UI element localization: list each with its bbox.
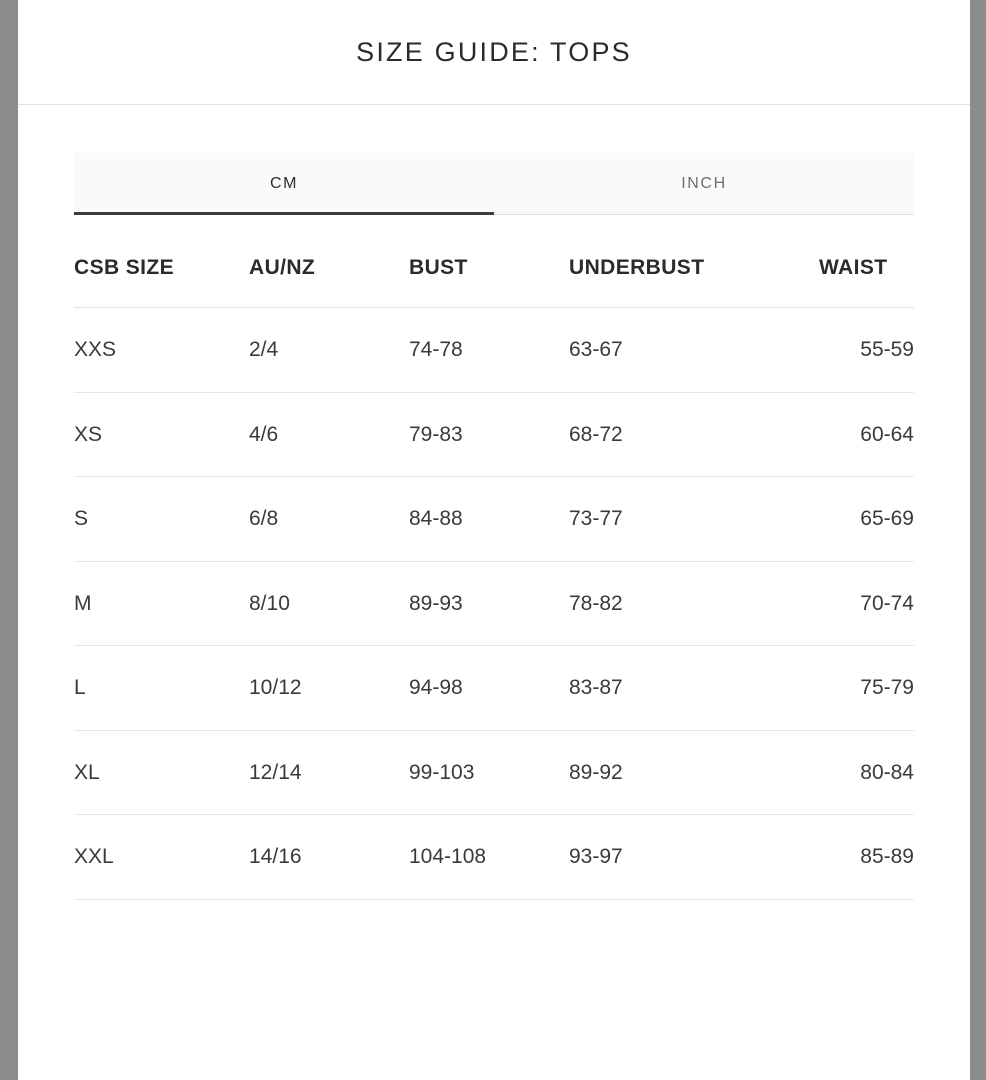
cell-bust: [409, 646, 569, 731]
table-row: [74, 561, 914, 646]
cell-size: L: [74, 676, 86, 700]
cell-size: XS: [74, 422, 103, 446]
column-header-bust: BUST: [409, 256, 468, 279]
cell-bust-value: 99-103: [409, 760, 475, 784]
table-row: [74, 646, 914, 731]
cell-bust-value: 104-108: [409, 845, 487, 869]
cell-size: XL: [74, 760, 100, 784]
table-row: [74, 308, 914, 393]
table-row: [74, 477, 914, 562]
cell-underbust: 68-72: [569, 422, 623, 446]
cell-bust: [409, 730, 569, 815]
size-chart-table: [74, 225, 914, 900]
modal-header: [18, 0, 970, 105]
page-title: SIZE GUIDE: TOPS: [356, 36, 632, 67]
cell-bust-value: 84-88: [409, 507, 463, 531]
cell-bust: [409, 392, 569, 477]
cell-waist: 70-74: [860, 591, 914, 615]
cell-size: S: [74, 507, 89, 531]
cell-underbust: 63-67: [569, 338, 623, 362]
table-body: [74, 308, 914, 900]
column-header-aunz: AU/NZ: [249, 256, 316, 279]
cell-aunz: 12/14: [249, 760, 302, 784]
cell-underbust: 89-92: [569, 760, 623, 784]
cell-aunz: 2/4: [249, 338, 279, 362]
cell-underbust: 83-87: [569, 676, 623, 700]
cell-bust: [409, 815, 569, 900]
cell-bust: [409, 308, 569, 393]
tab-cm[interactable]: CM: [74, 153, 494, 214]
table-header-row: [74, 225, 914, 308]
cell-bust-value: 89-93: [409, 591, 463, 615]
cell-bust-value: 94-98: [409, 676, 463, 700]
table-row: [74, 392, 914, 477]
cell-waist: 55-59: [860, 338, 914, 362]
cell-waist: 65-69: [860, 507, 914, 531]
cell-aunz: 14/16: [249, 845, 302, 869]
cell-aunz: 6/8: [249, 507, 279, 531]
column-header-underbust: UNDERBUST: [569, 256, 705, 279]
table-row: [74, 730, 914, 815]
cell-bust-value: 79-83: [409, 422, 463, 446]
unit-tabs: [74, 153, 914, 215]
cell-aunz: 10/12: [249, 676, 302, 700]
cell-bust-value: 74-78: [409, 338, 463, 362]
column-header-csb-size: CSB SIZE: [74, 256, 175, 279]
cell-underbust: 73-77: [569, 507, 623, 531]
cell-waist: 85-89: [860, 845, 914, 869]
cell-bust: [409, 561, 569, 646]
cell-waist: 80-84: [860, 760, 914, 784]
table-row: [74, 815, 914, 900]
cell-bust: [409, 477, 569, 562]
cell-underbust: 93-97: [569, 845, 623, 869]
tab-inch[interactable]: INCH: [494, 153, 914, 214]
cell-aunz: 4/6: [249, 422, 279, 446]
cell-waist: 60-64: [860, 422, 914, 446]
cell-aunz: 8/10: [249, 591, 290, 615]
cell-underbust: 78-82: [569, 591, 623, 615]
cell-waist: 75-79: [860, 676, 914, 700]
cell-size: M: [74, 591, 92, 615]
column-header-waist: WAIST: [819, 256, 888, 279]
size-guide-modal: [18, 0, 970, 1080]
cell-size: XXS: [74, 338, 117, 362]
cell-size: XXL: [74, 845, 114, 869]
table-head: [74, 225, 914, 308]
modal-body: [18, 153, 970, 900]
